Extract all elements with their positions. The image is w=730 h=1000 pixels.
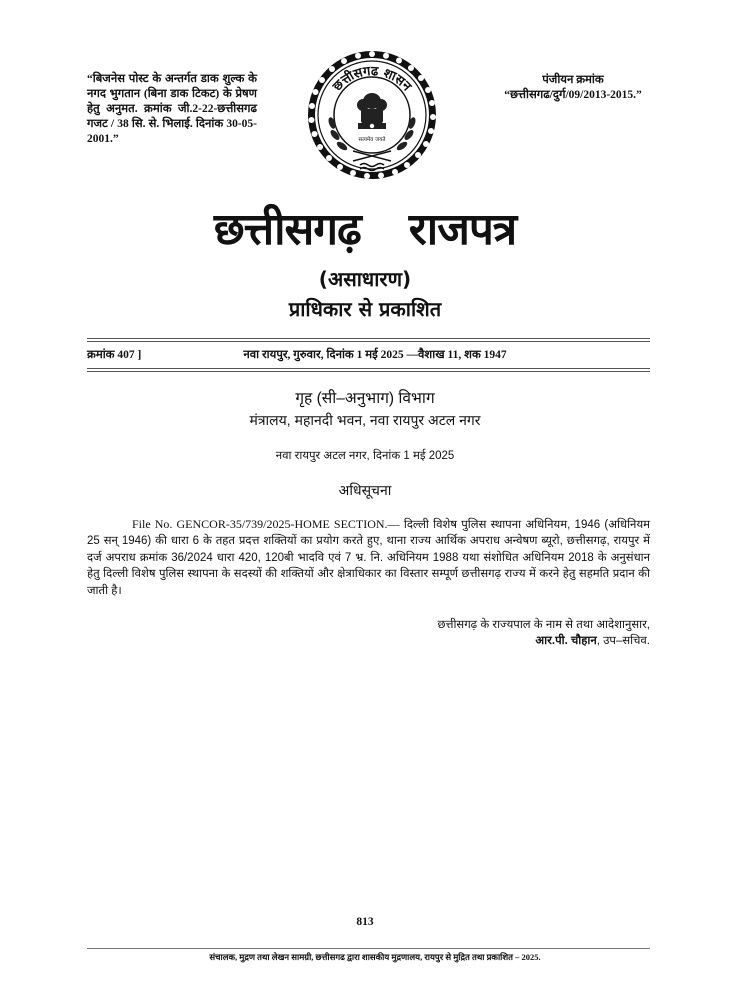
bottom-double-rule-b	[87, 371, 650, 372]
order-line: छत्तीसगढ़ के राज्यपाल के नाम से तथा आदेशानुसार,	[437, 619, 650, 631]
registration-label: पंजीयन क्रमांक	[542, 74, 604, 86]
title-chhattisgarh: छत्तीसगढ़	[213, 204, 361, 255]
file-number: File No. GENCOR-35/739/2025-HOME SECTION.—	[132, 517, 400, 531]
top-double-rule-b	[87, 341, 650, 342]
page-number: 813	[356, 916, 374, 928]
department-address: मंत्रालय, महानदी भवन, नवा रायपुर अटल नगर	[249, 412, 481, 428]
issue-date-line: नवा रायपुर, गुरुवार, दिनांक 1 मई 2025 —वैशाख 11, शक 1947	[243, 349, 507, 361]
state-emblem-icon	[305, 43, 439, 193]
registration-block	[488, 73, 658, 103]
bottom-double-rule-a	[87, 368, 650, 369]
issue-number: क्रमांक 407 ]	[87, 349, 142, 361]
signatory-designation: , उप–सचिव.	[596, 635, 650, 647]
printer-line: संचालक, मुद्रण तथा लेखन सामग्री, छत्तीसगढ द्वारा शासकीय मुद्रणालय, रायपुर से मुद्रित तथा प्रकाशित – 2025.	[209, 952, 541, 962]
registration-number: “छत्तीसगढ/दुर्ग/09/2013-2015.”	[504, 89, 642, 101]
notification-heading: अधिसूचना	[338, 482, 392, 498]
gazette-title	[0, 200, 730, 260]
signatory-name: आर.पी. चौहान	[535, 635, 597, 647]
department-name: गृह (सी–अनुभाग) विभाग	[295, 390, 435, 407]
notification-body-text: दिल्ली विशेष पुलिस स्थापना अधिनियम, 1946 (अधिनियम 25 सन् 1946) की धारा 6 के तहत प्रदत्त शक्तियों का प्रयोग करते हुए, थाना राज्य आर्थिक अपराध अन्वेषण ब्यूरो, छत्तीसगढ़, रायपुर में दर्ज अपराध क्रमांक 36/2024 धारा 420, 120बी भादवि एवं 7 भ्र. नि. अधिनियम 1988 यथा संशोधित अधिनियम 2018 के अनुसंधान हेतु दिल्ली विशेष पुलिस स्थापना के सदस्यों की शक्तियों और क्षेत्राधिकार का विस्तार सम्पूर्ण छत्तीसगढ़ राज्य में करने हेतु सहमति प्रदान की जाती है।	[87, 519, 650, 597]
notification-body	[87, 516, 650, 599]
top-double-rule-a	[87, 338, 650, 339]
extraordinary-label: (असाधारण)	[318, 267, 412, 291]
place-and-date: नवा रायपुर अटल नगर, दिनांक 1 मई 2025	[275, 450, 455, 462]
svg-text:छत्तीसगढ शासन: छत्तीसगढ शासन	[330, 64, 414, 95]
signature-block	[340, 633, 650, 649]
title-rajpatra: राजपत्र	[408, 204, 517, 255]
footer-rule	[87, 948, 650, 949]
authority-label: प्राधिकार से प्रकाशित	[288, 297, 442, 321]
svg-text:सत्यमेव जयते: सत्यमेव जयते	[358, 137, 386, 143]
postal-permit-note: “बिजनेस पोस्ट के अन्तर्गत डाक शुल्क के नगद भुगतान (बिना डाक टिकट) के प्रेषण हेतु अनुमत. क्रमांक जी.2-22-छत्तीसगढ गजट / 38 सि. से. भिलाई. दिनांक 30-05-2001.”	[87, 73, 257, 145]
